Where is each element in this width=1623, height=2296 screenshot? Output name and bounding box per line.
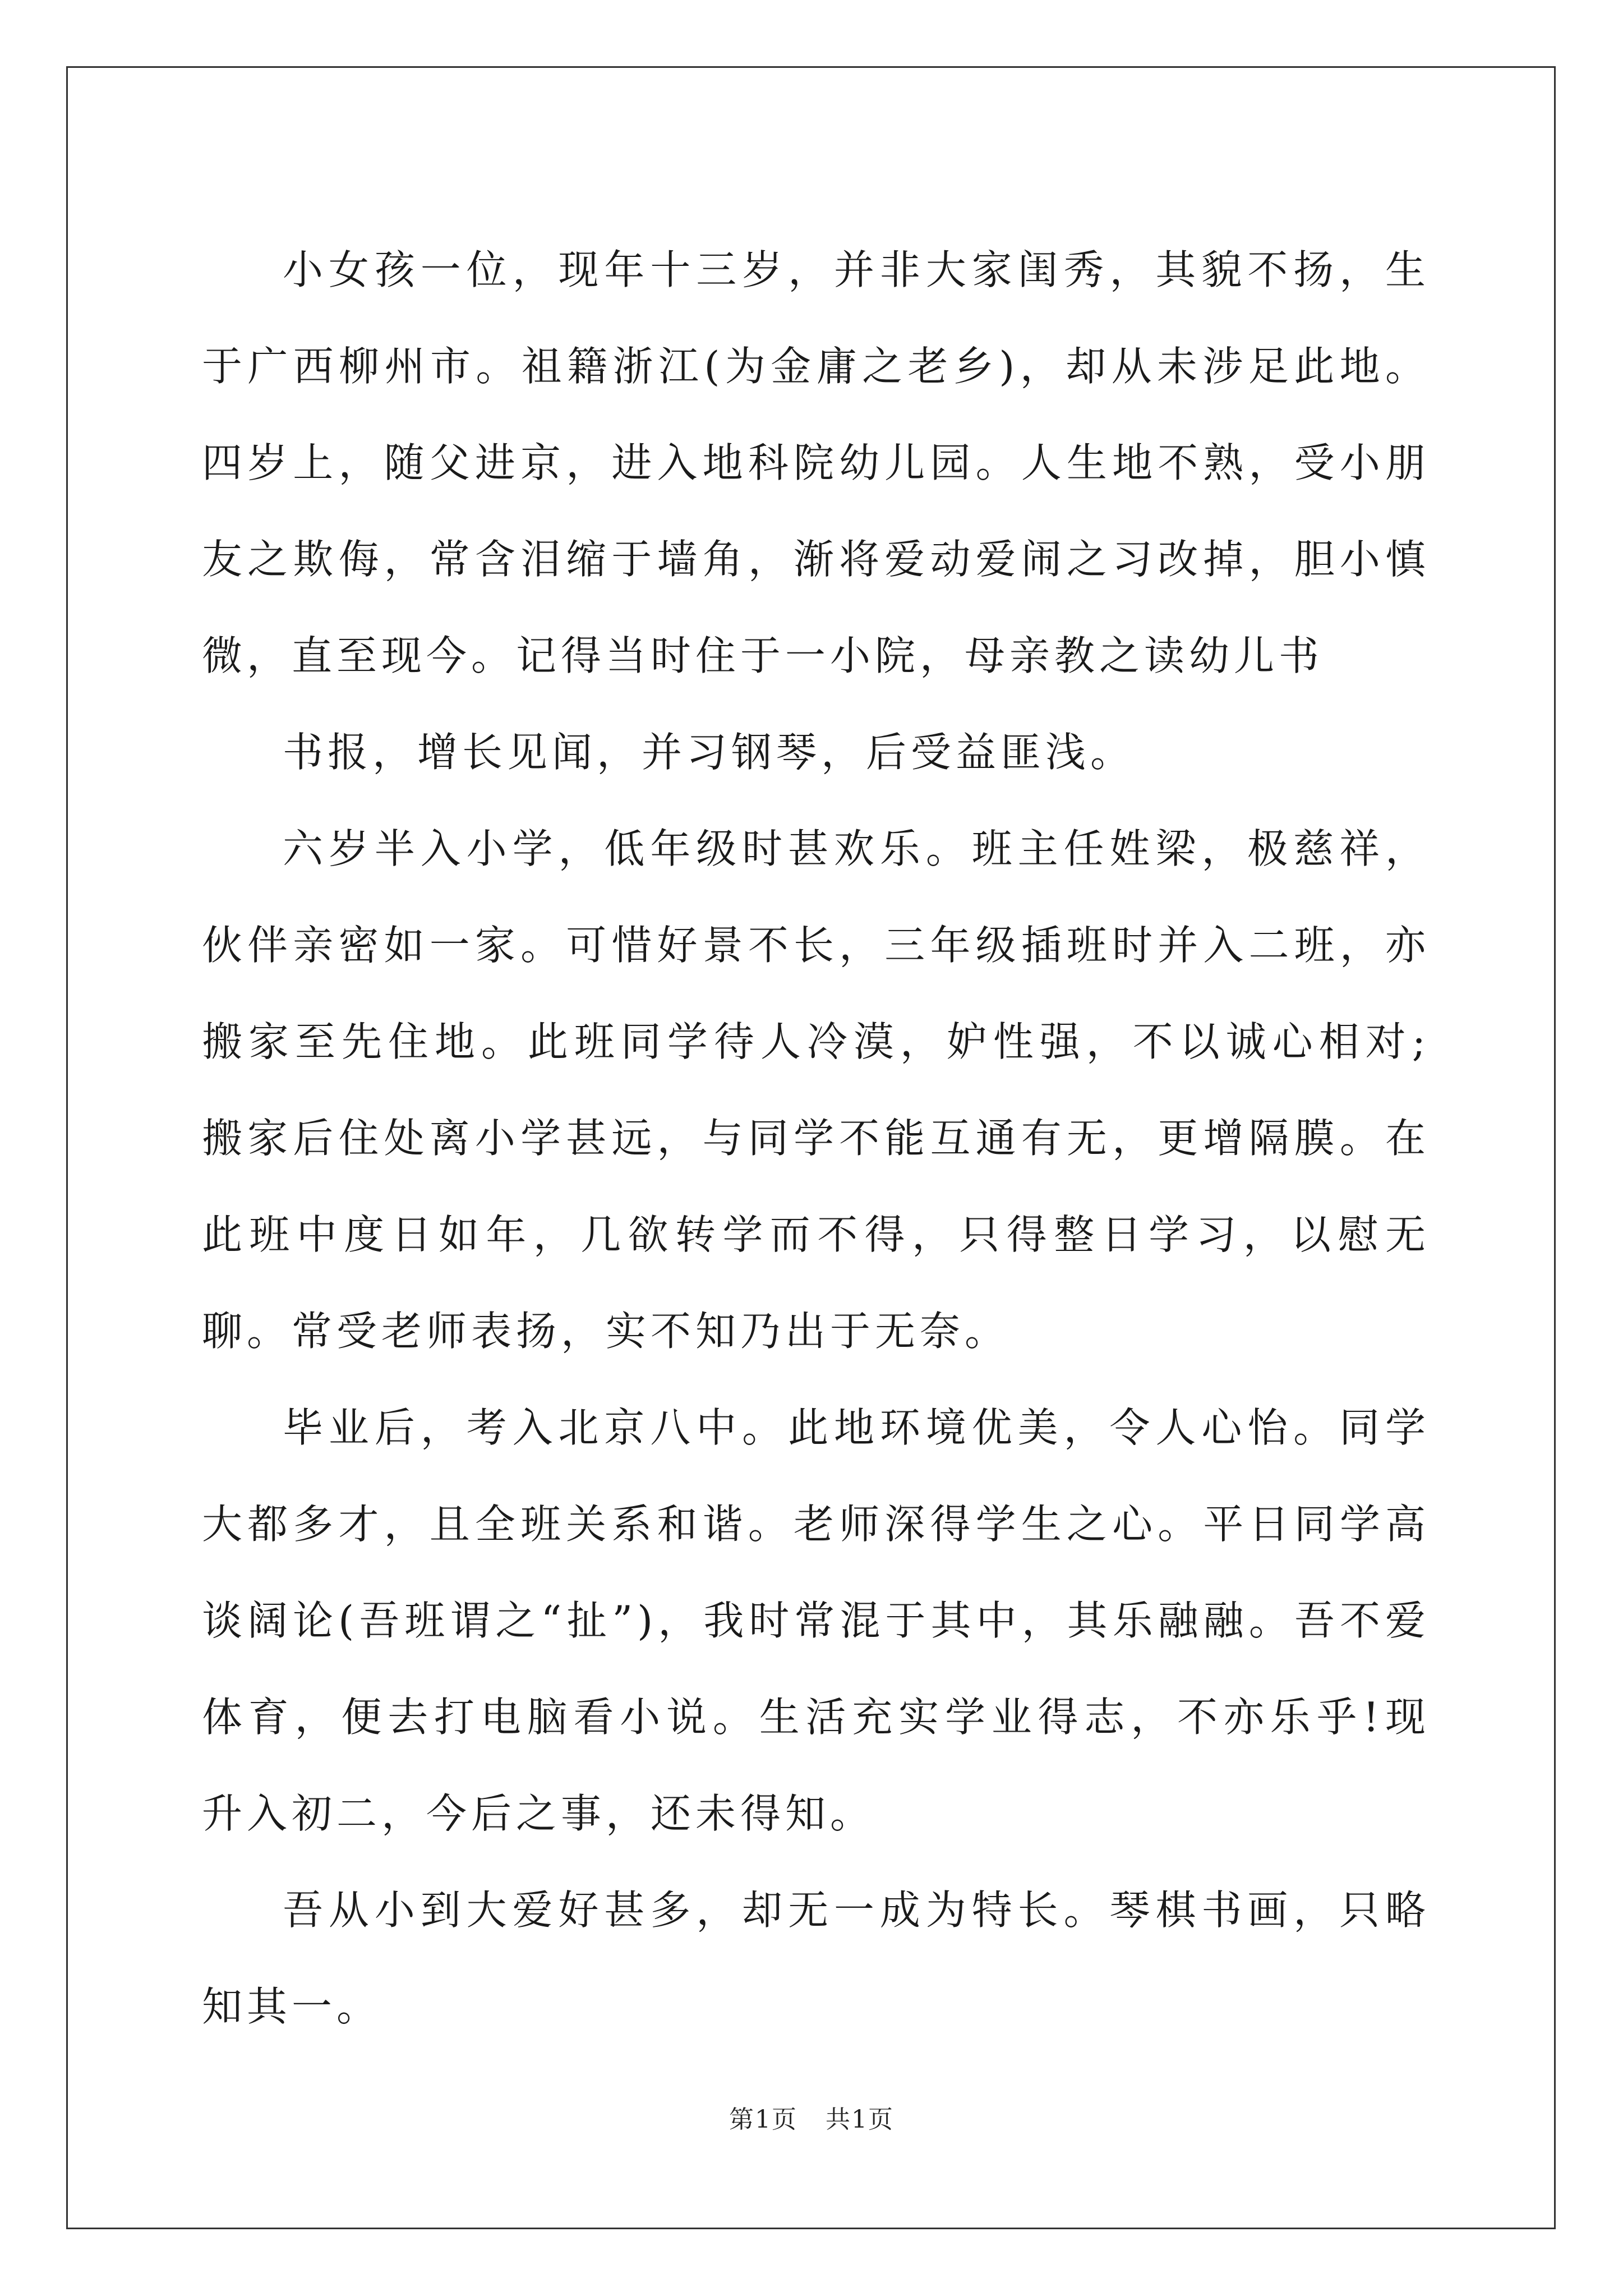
- paragraph-books: 书报，增长见闻，并习钢琴，后受益匪浅。: [283, 729, 1136, 776]
- paragraph-primary-school: 六岁半入小学，低年级时甚欢乐。班主任姓梁，极慈祥，伙伴亲密如一家。可惜好景不长，三年级插班时并入二班，亦搬家至先住地。此班同学待人冷漠，妒性强，不以诚心相对;搬家后住处离小学甚远，与同学不能互通有无，更增隔膜。在此班中度日如年，几欲转学而不得，只得整日学习，以慰无聊。常受老师表扬，实不知乃出于无奈。: [202, 825, 1430, 1355]
- page-footer: [0, 2099, 1623, 2135]
- page-number-total: 共1页: [826, 2105, 894, 2134]
- page-number-current: 第1页: [729, 2105, 797, 2134]
- paragraph-middle-school: 毕业后，考入北京八中。此地环境优美，令人心怡。同学大都多才，且全班关系和谐。老师深得学生之心。平日同学高谈阔论(吾班谓之“扯”)，我时常混于其中，其乐融融。吾不爱体育，便去打电脑看小说。生活充实学业得志，不亦乐乎!现升入初二，今后之事，还未得知。: [202, 1404, 1430, 1837]
- paragraph-intro: 小女孩一位，现年十三岁，并非大家闺秀，其貌不扬，生于广西柳州市。祖籍浙江(为金庸之老乡)，却从未涉足此地。四岁上，随父进京，进入地科院幼儿园。人生地不熟，受小朋友之欺侮，常含泪缩于墙角，渐将爱动爱闹之习改掉，胆小慎微，直至现今。记得当时住于一小院，母亲教之读幼儿书: [202, 246, 1430, 679]
- paragraph-hobbies: 吾从小到大爱好甚多，却无一成为特长。琴棋书画，只略知其一。: [202, 1887, 1430, 2030]
- document-body: [202, 222, 1430, 2055]
